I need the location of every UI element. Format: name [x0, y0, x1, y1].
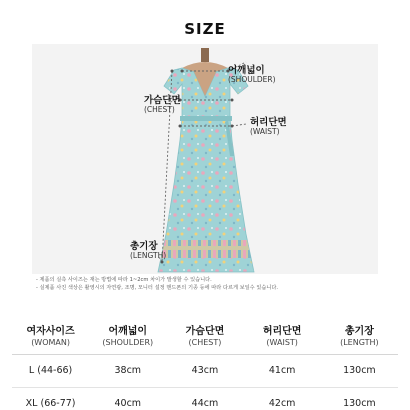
- shoulder-label-ko: 어깨넓이: [228, 65, 265, 76]
- chest-label-ko: 가슴단면: [144, 95, 181, 106]
- measure-dot: [171, 70, 174, 73]
- note-line: - 실제품 사진 색상은 촬영시의 자연광, 조명, 모니터 설정 핸드폰의 기종 등에 따라 다르게 보일수 있습니다.: [36, 285, 279, 292]
- chest-label-en: (CHEST): [144, 105, 175, 115]
- table-cell: 41cm: [244, 354, 321, 387]
- header-ko: 총기장: [344, 326, 374, 338]
- table-cell: XL (66-77): [12, 387, 89, 410]
- waist-tie: [180, 116, 232, 121]
- chest-label: [144, 96, 181, 115]
- length-label-en: (LENGTH): [130, 251, 167, 261]
- measure-dot: [231, 99, 234, 102]
- measure-dot: [231, 125, 234, 128]
- length-label: [130, 242, 166, 261]
- table-cell: 130cm: [321, 354, 398, 387]
- column-header-waist: [244, 316, 321, 354]
- waist-label-en: (WAIST): [250, 127, 280, 137]
- waist-label: [250, 118, 287, 137]
- table-cell: 42cm: [244, 387, 321, 410]
- mannequin-neck: [201, 48, 209, 62]
- table-cell: 44cm: [166, 387, 243, 410]
- header-en: (WOMAN): [31, 338, 70, 348]
- waist-label-ko: 허리단면: [250, 117, 287, 128]
- hem-border: [161, 240, 251, 258]
- measure-dot: [181, 70, 184, 73]
- length-label-ko: 총기장: [130, 241, 158, 252]
- shoulder-label-en: (SHOULDER): [228, 75, 276, 85]
- column-header-shoulder: [89, 316, 166, 354]
- header-en: (SHOULDER): [102, 338, 154, 348]
- header-ko: 여자사이즈: [26, 326, 75, 338]
- header-en: (CHEST): [188, 338, 222, 348]
- header-en: (LENGTH): [340, 338, 379, 348]
- header-ko: 허리단면: [262, 326, 302, 338]
- waist-leader: [232, 124, 246, 126]
- table-row: [12, 387, 398, 410]
- table-cell: 40cm: [89, 387, 166, 410]
- measure-dot: [179, 125, 182, 128]
- page-title: SIZE: [184, 20, 226, 38]
- product-photo: [32, 44, 378, 274]
- measure-dot: [161, 261, 164, 264]
- column-header-size: [12, 316, 89, 354]
- table-cell: L (44-66): [12, 354, 89, 387]
- size-notes: [36, 276, 386, 292]
- column-header-chest: [166, 316, 243, 354]
- header-en: (WAIST): [266, 338, 298, 348]
- size-table: [12, 316, 398, 410]
- header-ko: 어깨넓이: [108, 326, 148, 338]
- column-header-length: [321, 316, 398, 354]
- note-line: - 제품의 실측 사이즈는 재는 방법에 따라 1~2cm 차이가 발생할 수 있습니다.: [36, 277, 212, 283]
- header-ko: 가슴단면: [185, 326, 225, 338]
- shoulder-label: [228, 66, 276, 85]
- dress-illustration: [32, 44, 378, 274]
- table-row: [12, 354, 398, 387]
- table-header-row: [12, 316, 398, 354]
- table-cell: 130cm: [321, 387, 398, 410]
- table-cell: 38cm: [89, 354, 166, 387]
- table-cell: 43cm: [166, 354, 243, 387]
